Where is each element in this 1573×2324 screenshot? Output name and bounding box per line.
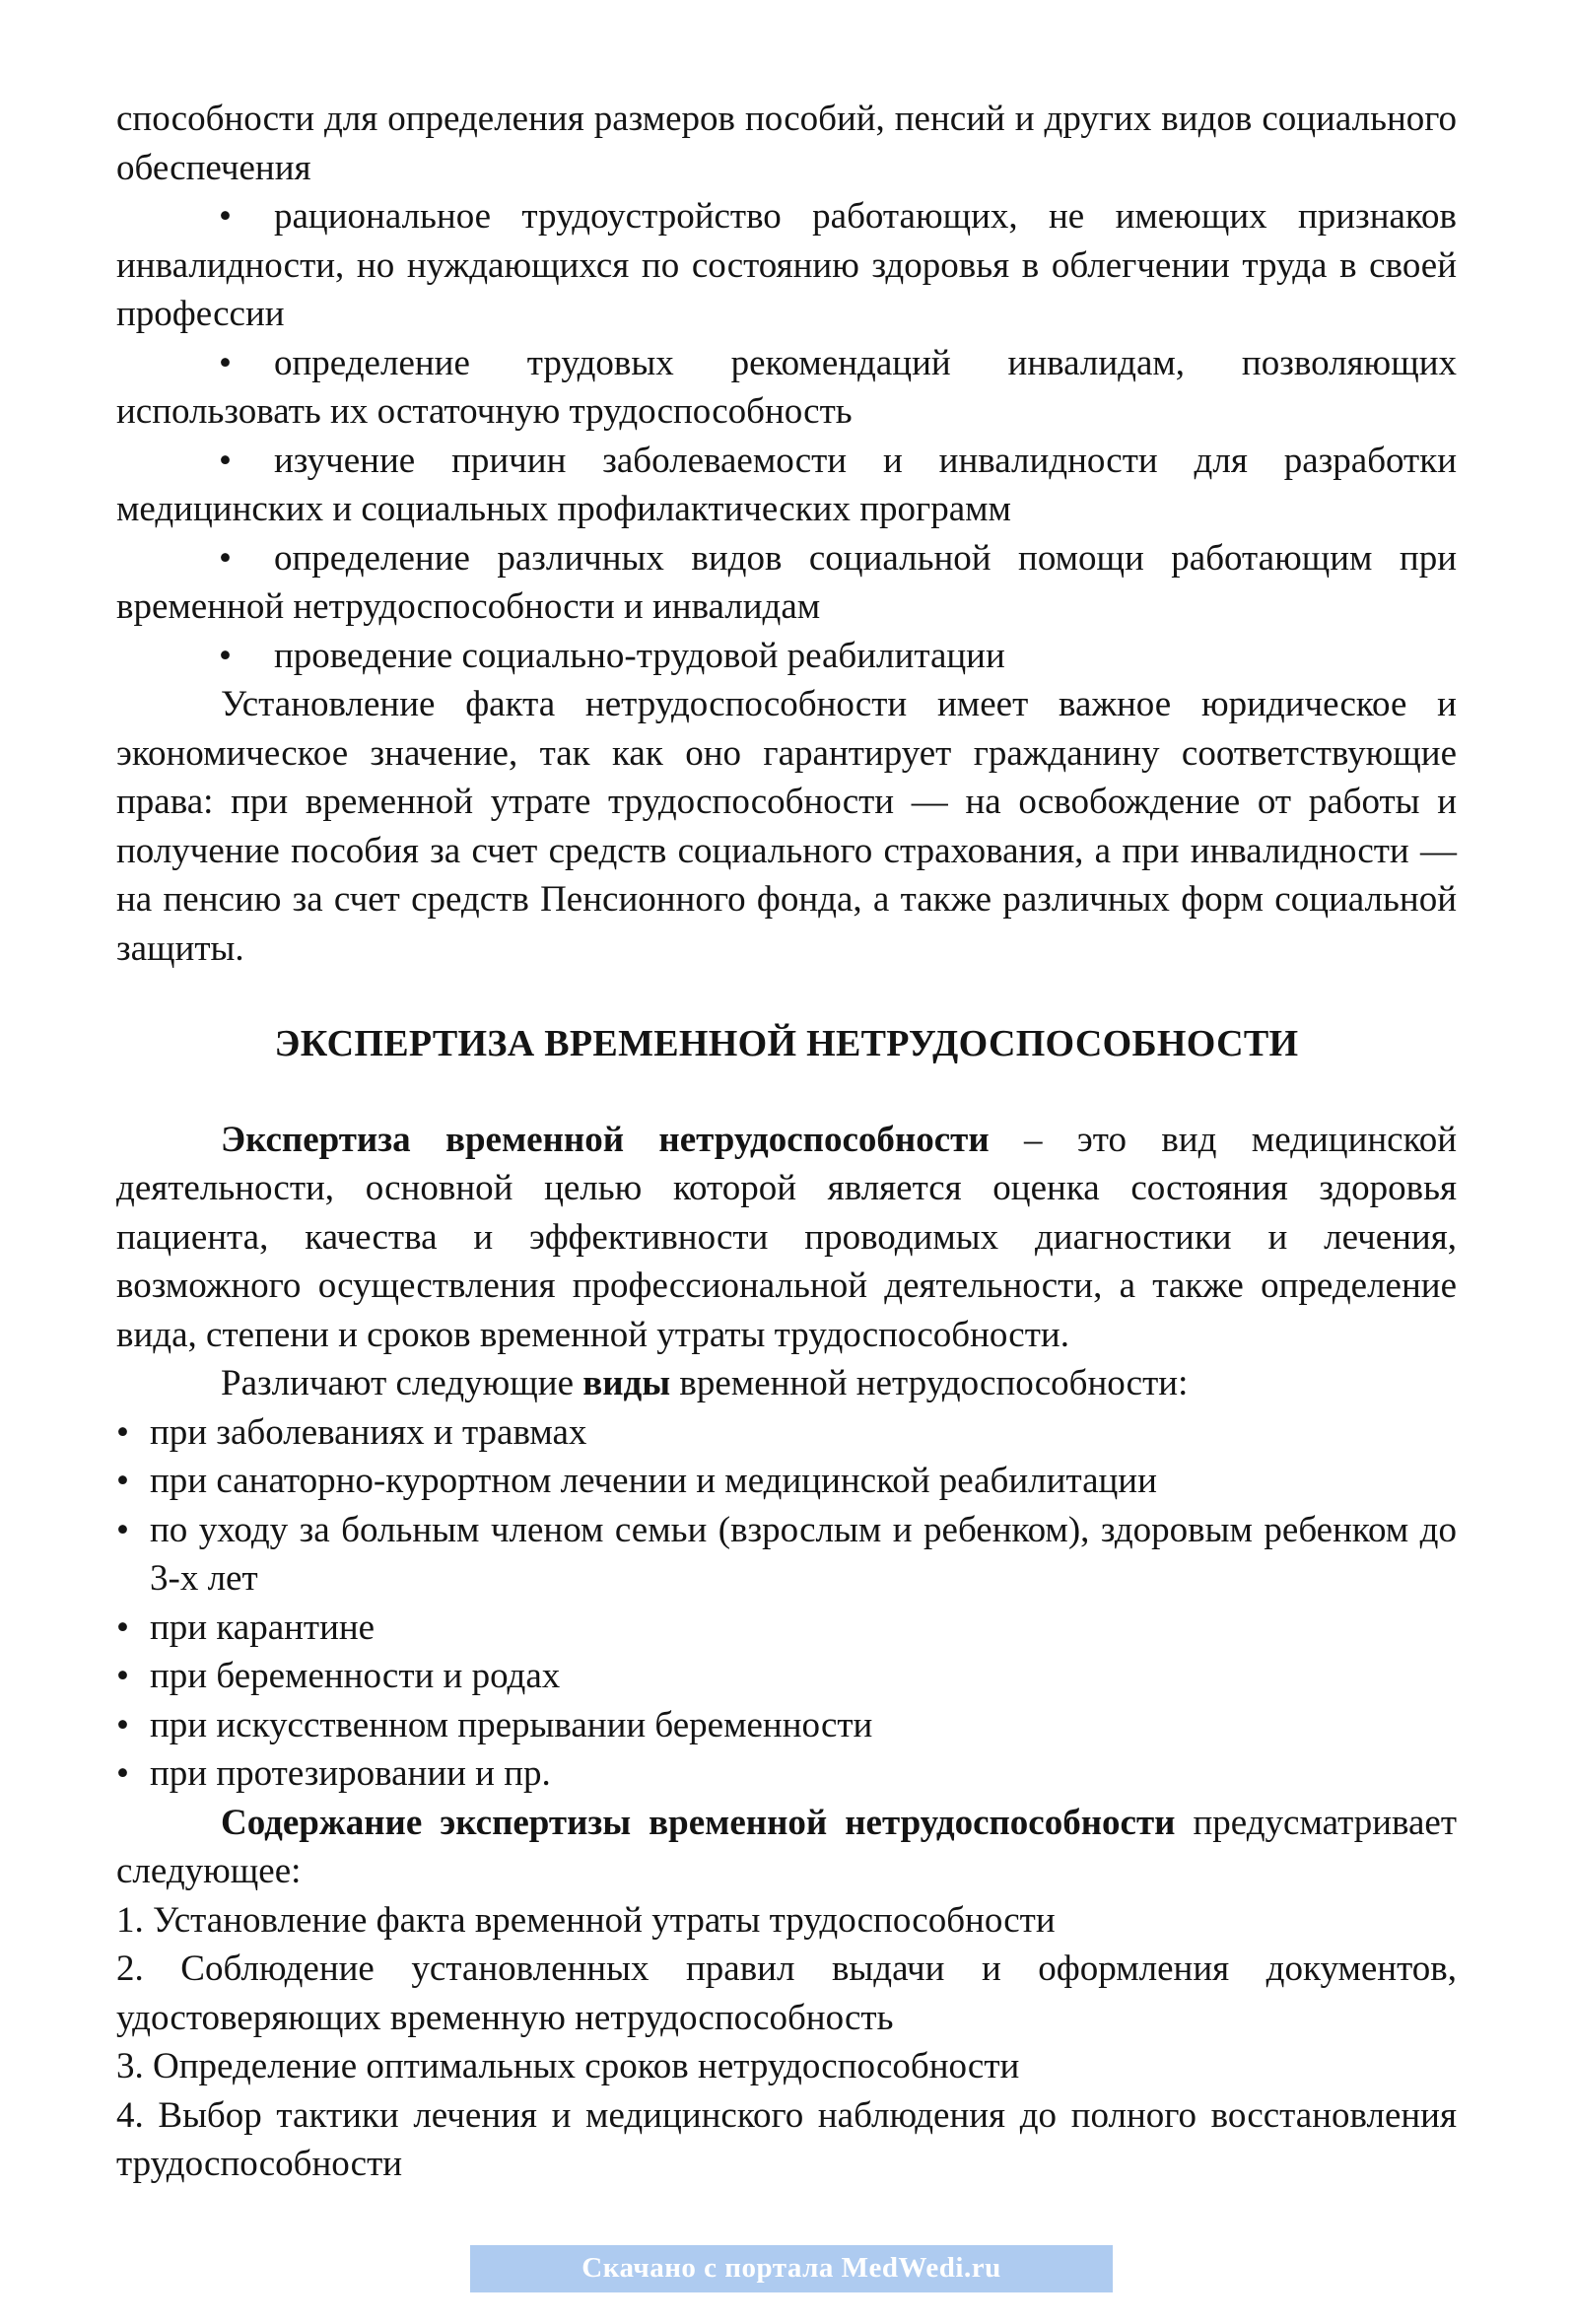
list-item: • при протезировании и пр. [116,1749,1457,1799]
list-item: • при искусственном прерывании беременности [116,1701,1457,1750]
bullet-icon: • [116,1656,129,1696]
bullet-icon: • [219,342,232,383]
numbered-item: 2. Соблюдение установленных правил выдачи и оформления документов, удостоверяющих временную нетрудоспособность [116,1948,1457,2038]
list-item: • при карантине [116,1604,1457,1653]
list-item: • по уходу за больным членом семьи (взрослым и ребенком), здоровым ребенком до 3-х лет [116,1506,1457,1604]
section-heading: ЭКСПЕРТИЗА ВРЕМЕННОЙ НЕТРУДОСПОСОБНОСТИ [274,1023,1299,1064]
list-item: • рациональное трудоустройство работающих, не имеющих признаков инвалидности, но нуждающихся по состоянию здоровья в облегчении труда в своей профессии [116,192,1457,339]
bullet-icon: • [116,1704,129,1745]
bullet-icon: • [219,440,232,481]
content-intro: Содержание экспертизы временной нетрудоспособности предусматривает следующее: [116,1802,1457,1891]
list-item: • определение трудовых рекомендаций инвалидам, позволяющих использовать их остаточную трудоспособность [116,339,1457,437]
list-item: • при санаторно-курортном лечении и медицинской реабилитации [116,1457,1457,1506]
bullet-icon: • [116,1753,129,1794]
list-item: • определение различных видов социальной помощи работающим при временной нетрудоспособности и инвалидам [116,534,1457,632]
top-bullet-list [116,192,1457,680]
types-intro: Различают следующие виды временной нетрудоспособности: [221,1363,1189,1403]
list-item: • при заболеваниях и травмах [116,1408,1457,1458]
numbered-item: 1. Установление факта временной утраты трудоспособности [116,1899,1056,1941]
watermark-banner: Скачано с портала MedWedi.ru [470,2245,1113,2292]
definition-paragraph [116,1116,1457,1360]
definition-text: – это вид медицинской деятельности, основной целью которой является оценка состояния здоровья пациента, качества и эффективности проводимых диагностики и лечения, возможного осуществления профессиональной деятельности, а также определение вида, степени и сроков временной утраты трудоспособности. [116,1119,1457,1355]
bullet-icon: • [219,196,232,237]
bullet-icon: • [219,635,232,676]
bullet-icon: • [116,1509,129,1550]
page-text [116,95,1457,2189]
list-item: • при беременности и родах [116,1652,1457,1701]
definition-term: Экспертиза временной нетрудоспособности [221,1119,990,1160]
types-list [116,1408,1457,1799]
numbered-item: 4. Выбор тактики лечения и медицинского наблюдения до полного восстановления трудоспособности [116,2094,1457,2184]
list-item: • изучение причин заболеваемости и инвалидности для разработки медицинских и социальных профилактических программ [116,437,1457,534]
list-item: • проведение социально-трудовой реабилитации [116,632,1457,681]
bullet-icon: • [219,537,232,579]
top-paragraph: способности для определения размеров пособий, пенсий и других видов социального обеспечения [116,99,1457,188]
bullet-icon: • [116,1411,129,1453]
bullet-icon: • [116,1461,129,1501]
paragraph-fact: Установление факта нетрудоспособности имеет важное юридическое и экономическое значение, так как оно гарантирует гражданину соответствующие права: при временной утрате трудоспособности — на освобождение от работы и получение пособия за счет средств социального страхования, а при инвалидности — на пенсию за счет средств Пенсионного фонда, а также различных форм социальной защиты. [116,684,1457,969]
bullet-icon: • [116,1606,129,1648]
numbered-item: 3. Определение оптимальных сроков нетрудоспособности [116,2046,1020,2086]
